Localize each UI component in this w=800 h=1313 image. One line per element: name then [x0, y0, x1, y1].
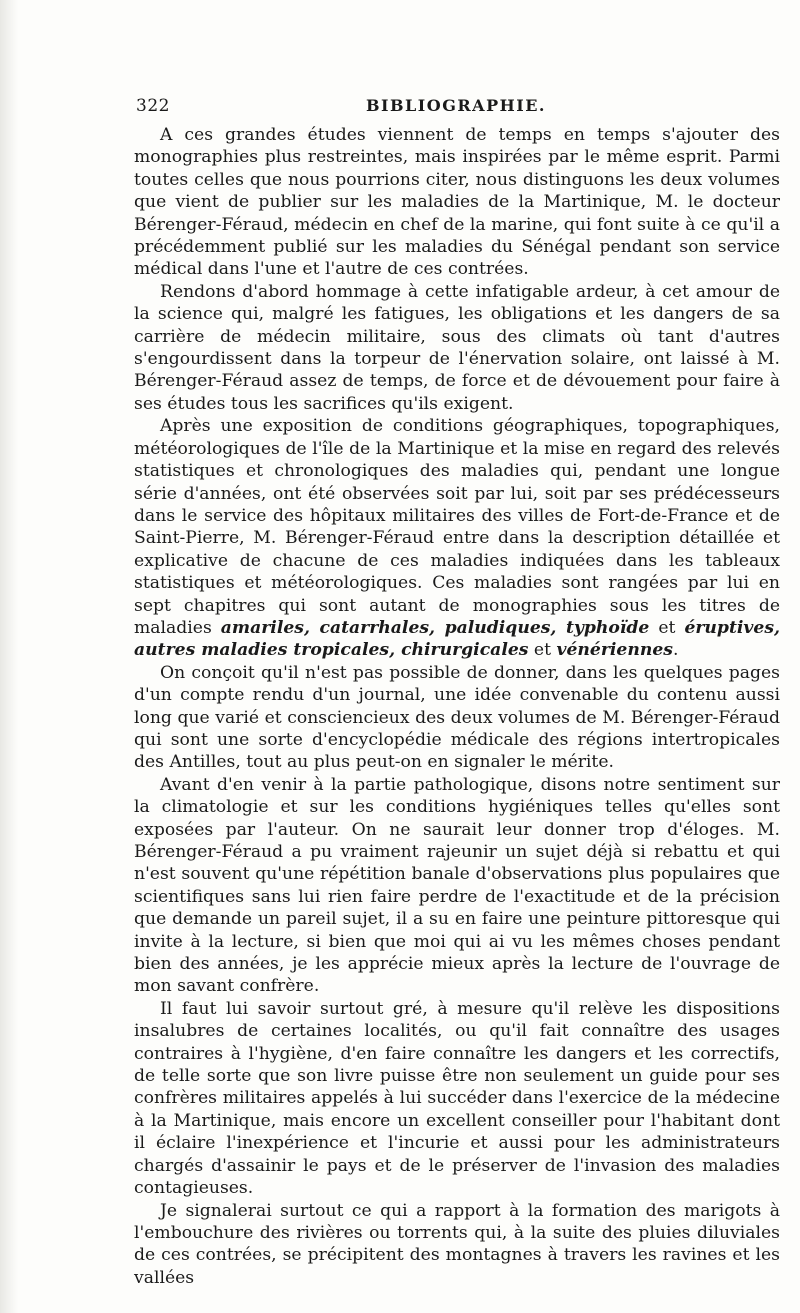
paragraph-text: et: [649, 617, 685, 638]
italic-term: amariles, catarrhales, paludiques, typhoïde: [220, 617, 650, 638]
page-body: [134, 124, 780, 1289]
italic-term: vénériennes: [556, 640, 673, 661]
paragraph: Avant d'en venir à la partie pathologique, disons notre sentiment sur la climatologie et sur les conditions hygiéniques telles qu'elles sont exposées par l'auteur. On ne saurait leur donner trop d'éloges. M. Bérenger-Féraud a pu vraiment rajeunir un sujet déjà si rebattu et qui n'est souvent qu'une répétition banale d'observations plus populaires que scientifiques sans lui rien faire perdre de l'exactitude et de la précision que demande un pareil sujet, il a su en faire une peinture pittoresque qui invite à la lecture, si bien que moi qui ai vu les mêmes choses pendant bien des années, je les apprécie mieux après la lecture de l'ouvrage de mon savant confrère.: [134, 774, 780, 997]
paragraph-text: .: [672, 640, 679, 661]
paragraph: On conçoit qu'il n'est pas possible de donner, dans les quelques pages d'un compte rendu d'un journal, une idée convenable du contenu aussi long que varié et consciencieux des deux volumes de M. Bérenger-Féraud qui sont une sorte d'encyclopédie médicale des régions intertropicales des Antilles, tout au plus peut-on en signaler le mérite.: [134, 662, 780, 773]
running-head: BIBLIOGRAPHIE.: [366, 96, 546, 115]
paragraph: A ces grandes études viennent de temps en temps s'ajouter des monographies plus restreintes, mais inspirées par le même esprit. Parmi toutes celles que nous pourrions citer, nous distinguons les deux volumes que vient de publier sur les maladies de la Martinique, M. le docteur Bérenger-Féraud, médecin en chef de la marine, qui font suite à ce qu'il a précédemment publié sur les maladies du Sénégal pendant son service médical dans l'une et l'autre de ces contrées.: [134, 125, 780, 280]
italic-term: éruptives, autres maladies tropicales, chirurgicales: [134, 617, 780, 661]
paragraph: Rendons d'abord hommage à cette infatigable ardeur, à cet amour de la science qui, malgré les fatigues, les obligations et les dangers de sa carrière de médecin militaire, sous des climats où tant d'autres s'engourdissent dans la torpeur de l'énervation solaire, ont laissé à M. Bérenger-Féraud assez de temps, de force et de dévouement pour faire à ses études tous les sacrifices qu'ils exigent.: [134, 281, 780, 414]
paragraph: [134, 415, 780, 661]
page-gutter-shadow: [0, 0, 18, 1313]
page-number: 322: [136, 96, 170, 116]
paragraph: Je signalerai surtout ce qui a rapport à la formation des marigots à l'embouchure des rivières ou torrents qui, à la suite des pluies diluviales de ces contrées, se précipitent des montagnes à travers les ravines et les vallées: [134, 1200, 780, 1288]
page-header: [136, 96, 776, 122]
paragraph-text: et: [528, 640, 557, 661]
paragraph-text: Après une exposition de conditions géographiques, topographiques, météorologiques de l'île de la Martinique et la mise en regard des relevés statistiques et chronologiques des maladies qui, pendant une longue série d'années, ont été observées soit par lui, soit par ses prédécesseurs dans le service des hôpitaux militaires des villes de Fort-de-France et de Saint-Pierre, M. Bérenger-Féraud entre dans la description détaillée et explicative de chacune de ces maladies indiquées dans les tableaux statistiques et météorologiques. Ces maladies sont rangées par lui en sept chapitres qui sont autant de monographies sous les titres de maladies: [134, 416, 780, 638]
paragraph: Il faut lui savoir surtout gré, à mesure qu'il relève les dispositions insalubres de certaines localités, ou qu'il fait connaître des usages contraires à l'hygiène, d'en faire connaître les dangers et les correctifs, de telle sorte que son livre puisse être non seulement un guide pour ses confrères militaires appelés à lui succéder dans l'exercice de la médecine à la Martinique, mais encore un excellent conseiller pour l'habitant dont il éclaire l'inexpérience et l'incurie et aussi pour les administrateurs chargés d'assainir le pays et de le préserver de l'invasion des maladies contagieuses.: [134, 998, 780, 1199]
